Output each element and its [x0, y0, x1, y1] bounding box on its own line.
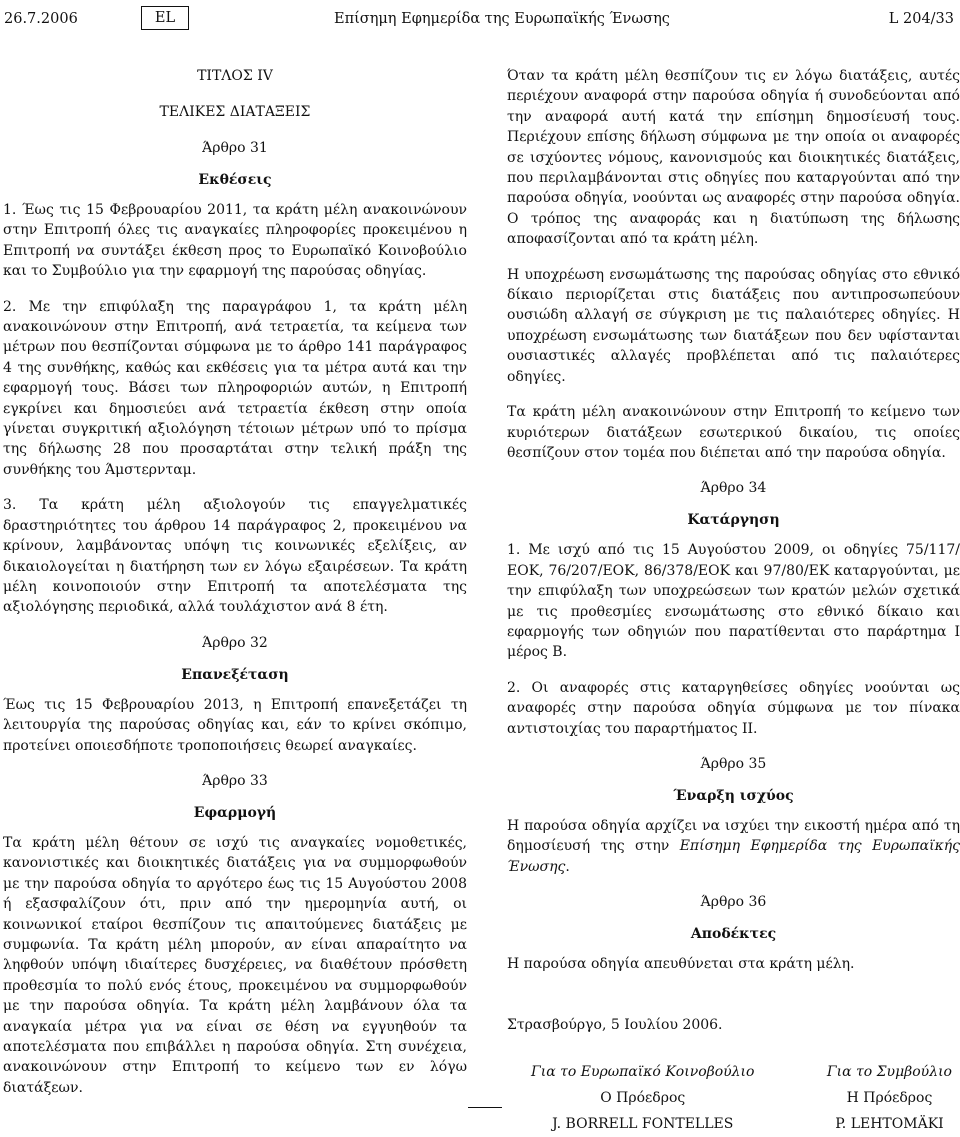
signature-name: P. LEHTOMÄKI — [835, 1115, 944, 1132]
signature-parliament — [531, 1059, 754, 1137]
article-33-title: Εφαρμογή — [193, 804, 277, 821]
article-31-title: Εκθέσεις — [198, 172, 272, 188]
transposition-paragraph-1: Όταν τα κράτη μέλη θεσπίζουν τις εν λόγω διατάξεις, αυτές περιέχουν αναφορά στην παρούσα οδηγία ή συνοδεύονται από την αναφορά αυτή κατά την επίσημη δημοσίευσή τους. Περιέχουν επίσης δήλωση σύμφωνα με την οποία οι αναφορές σε ισχύοντες νόμους, κανονισμούς και διοικητικές διατάξεις, που περιλαμβάνονται στις οδηγίες που καταργούνται από την παρούσα οδηγία, νοούνται ως αναφορές στην παρούσα οδηγία. Ο τρόπος της αναφοράς και η διατύπωση της δήλωσης αποφασίζονται από τα κράτη μέλη. — [507, 68, 960, 248]
final-provisions-heading: ΤΕΛΙΚΕΣ ΔΙΑΤΑΞΕΙΣ — [159, 104, 311, 120]
article-34-number: Άρθρο 34 — [700, 480, 767, 497]
article-36-number: Άρθρο 36 — [700, 894, 767, 911]
article-31-paragraph-1: 1. Έως τις 15 Φεβρουαρίου 2011, τα κράτη μέλη ανακοινώνουν στην Επιτροπή όλες τις αναγκαίες πληροφορίες προκειμένου η Επιτροπή να συντάξει έκθεση προς το Ευρωπαϊκό Κοινοβούλιο και το Συμβούλιο για την εφαρμογή της παρούσας οδηγίας. — [3, 202, 467, 280]
signature-council — [827, 1059, 952, 1137]
article-35-text: Η παρούσα οδηγία αρχίζει να ισχύει την εικοστή ημέρα από τη δημοσίευσή της στην — [507, 817, 960, 855]
article-31-paragraph-2: 2. Με την επιφύλαξη της παραγράφου 1, τα κράτη μέλη ανακοινώνουν στην Επιτροπή, ανά τετραετία, τα κείμενα των μέτρων που θεσπίζονται σύμφωνα με το άρθρο 141 παράγραφος 4 της συνθήκης, καθώς και εκθέσεις για τα μέτρα αυτά και την εφαρμογή τους. Βάσει των πληροφοριών αυτών, η Επιτροπή εγκρίνει και δημοσιεύει ανά τετραετία έκθεση στην οποία γίνεται συγκριτική αξιολόγηση τέτοιων μέτρων υπό το πρίσμα της δήλωσης 28 που προσαρτάται στην τελική πράξη της συνθήκης του Άμστερνταμ. — [3, 298, 467, 478]
article-33-paragraph: Τα κράτη μέλη θέτουν σε ισχύ τις αναγκαίες νομοθετικές, κανονιστικές και διοικητικές διατάξεις για να συμμορφωθούν με την παρούσα οδηγία το αργότερο έως τις 15 Αυγούστου 2008 ή εξασφαλίζουν ότι, πριν από την ημερομηνία αυτή, οι κοινωνικοί εταίροι θεσπίζουν τις απαιτούμενες διατάξεις με συμφωνία. Τα κράτη μέλη μπορούν, αν είναι απαραίτητο να ληφθούν υπόψη ιδιαίτερες δυσχέρειες, να διαθέτουν πρόσθετη προθεσμία το πολύ ενός έτους, προκειμένου να συμμορφωθούν με την παρούσα οδηγία. Τα κράτη μέλη λαμβάνουν όλα τα αναγκαία μέτρα για να είναι σε θέση να εγγυηθούν τα αποτελέσματα που επιβάλλει η παρούσα οδηγία. Στη συνέχεια, ανακοινώνουν στην Επιτροπή το κείμενο των εν λόγω διατάξεων. — [3, 834, 467, 1096]
place-and-date: Στρασβούργο, 5 Ιουλίου 2006. — [507, 1016, 723, 1033]
article-34-paragraph-2: 2. Οι αναφορές στις καταργηθείσες οδηγίες νοούνται ως αναφορές στην παρούσα οδηγία σύμφωνα με τον πίνακα αντιστοιχίας του παραρτήματος ΙΙ. — [507, 679, 960, 737]
article-32-number: Άρθρο 32 — [202, 634, 268, 651]
article-36-paragraph: Η παρούσα οδηγία απευθύνεται στα κράτη μέλη. — [507, 956, 855, 973]
signature-role: Ο Πρόεδρος — [600, 1089, 686, 1106]
signature-name: J. BORRELL FONTELLES — [552, 1115, 734, 1132]
page-header — [4, 6, 954, 32]
journal-title: Επίσημη Εφημερίδα της Ευρωπαϊκής Ένωσης — [334, 11, 670, 27]
article-31-number: Άρθρο 31 — [202, 140, 268, 156]
title-heading: ΤΙΤΛΟΣ IV — [197, 68, 273, 84]
article-36-title: Αποδέκτες — [690, 926, 777, 943]
article-35-title: Έναρξη ισχύος — [673, 787, 794, 804]
signature-role: Η Πρόεδρος — [846, 1089, 933, 1106]
article-33-number: Άρθρο 33 — [202, 772, 268, 789]
page-reference: L 204/33 — [888, 11, 954, 27]
transposition-paragraph-2: Η υποχρέωση ενσωμάτωσης της παρούσας οδηγίας στο εθνικό δίκαιο περιορίζεται στις διατάξεις που αντιπροσωπεύουν ουσιώδη αλλαγή σε σύγκριση με τις παλαιότερες οδηγίες. Η υποχρέωση ενσωμάτωσης των διατάξεων που δεν υφίστανται ουσιαστικές αλλαγές προβλέπεται από τις παλαιότερες οδηγίες. — [507, 266, 960, 385]
article-31-paragraph-3: 3. Τα κράτη μέλη αξιολογούν τις επαγγελματικές δραστηριότητες του άρθρου 14 παράγραφος 2, προκειμένου να κρίνουν, λαμβάνοντας υπόψη τις κοινωνικές εξελίξεις, αν δικαιολογείται η διατήρηση των εν λόγω εξαιρέσεων. Τα κράτη μέλη κοινοποιούν στην Επιτροπή τα αποτελέσματα της αξιολόγησης περιοδικά, αλλά τουλάχιστον ανά 8 έτη. — [3, 497, 467, 616]
signature-institution: Για το Συμβούλιο — [826, 1063, 952, 1080]
left-column — [3, 66, 467, 1113]
footer-rule — [468, 1107, 502, 1108]
transposition-paragraph-3: Τα κράτη μέλη ανακοινώνουν στην Επιτροπή το κείμενο των κυριότερων διατάξεων εσωτερικού δικαίου, τις οποίες θεσπίζουν στον τομέα που διέπεται από την παρούσα οδηγία. — [507, 404, 960, 461]
article-34-title: Κατάργηση — [687, 512, 780, 529]
article-35-period: . — [565, 858, 570, 875]
signature-institution: Για το Ευρωπαϊκό Κοινοβούλιο — [531, 1063, 755, 1080]
article-35-paragraph — [507, 816, 960, 877]
signatures — [507, 1059, 960, 1137]
article-32-paragraph: Έως τις 15 Φεβρουαρίου 2013, η Επιτροπή επανεξετάζει τη λειτουργία της παρούσας οδηγίας και, εάν το κρίνει σκόπιμο, προτείνει οποιεσδήποτε τροποποιήσεις θεωρεί αναγκαίες. — [3, 696, 467, 754]
right-column — [507, 66, 960, 1137]
language-badge: EL — [141, 6, 189, 30]
official-journal-reference: Επίσημη Εφημερίδα της Ευρωπαϊκής Ένωσης — [507, 838, 960, 875]
article-34-paragraph-1: 1. Με ισχύ από τις 15 Αυγούστου 2009, οι οδηγίες 75/117/ΕΟΚ, 76/207/ΕΟΚ, 86/378/ΕΟΚ και 97/80/ΕΚ καταργούνται, με την επιφύλαξη των υποχρεώσεων των κρατών μελών σχετικά με τις προθεσμίες ενσωμάτωσης στο εθνικό δίκαιο και εφαρμογής των οδηγιών που παρατίθενται στο παράρτημα Ι μέρος Β. — [507, 542, 960, 661]
article-35-number: Άρθρο 35 — [700, 755, 767, 772]
article-32-title: Επανεξέταση — [181, 666, 289, 683]
publication-date: 26.7.2006 — [4, 11, 78, 27]
